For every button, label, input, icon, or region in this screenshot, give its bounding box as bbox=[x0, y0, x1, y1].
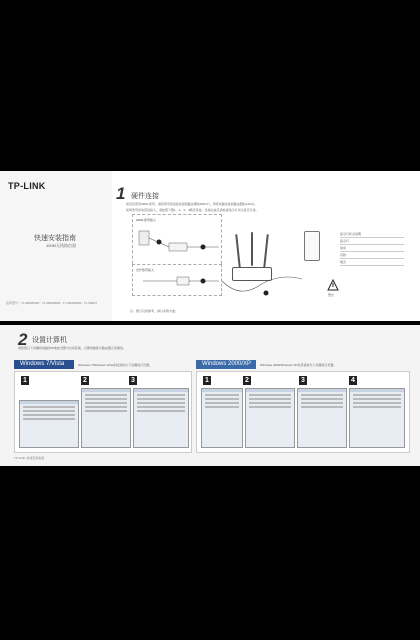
model-line: 适用型号：TL-WDR5300 · TL-WDR5600 · TL-WDR5620 · TL-WDR7 bbox=[6, 301, 98, 305]
cover-subtitle: 450M无线路由器 bbox=[46, 243, 77, 248]
winxp-caption: Windows 2000/Windows XP系统请按以下步骤进行设置。 bbox=[260, 363, 337, 367]
win7-caption: Windows 7/Windows Vista系统请按以下步骤进行设置。 bbox=[78, 363, 153, 367]
winxp-step-2: 2 bbox=[243, 376, 251, 385]
cable-icon bbox=[220, 271, 304, 301]
note-text: 注：图示仅供参考，请以实物为准。 bbox=[130, 309, 179, 313]
brand-logo: TP-LINK bbox=[8, 181, 46, 191]
section2-title: 设置计算机 bbox=[32, 337, 67, 344]
win7-screenshot bbox=[19, 400, 79, 448]
status-table bbox=[340, 231, 404, 266]
fiber-label: 光纤宽带接入 bbox=[136, 268, 155, 272]
section1-desc2: 如果宽带是电话线接入，请按照下图1、2、3、4顺序连接，连接完成后请检查指示灯状态是否正常。 bbox=[126, 208, 259, 212]
winxp-steps-card bbox=[196, 371, 410, 453]
winxp-screenshot bbox=[201, 388, 243, 448]
winxp-tab[interactable]: Windows 2000/XP bbox=[196, 360, 256, 369]
computer-setup-sheet bbox=[0, 325, 420, 466]
winxp-screenshot bbox=[245, 388, 295, 448]
winxp-screenshot bbox=[297, 388, 347, 448]
section2-number: 2 bbox=[18, 330, 28, 349]
section1-title: 硬件连接 bbox=[131, 193, 159, 200]
win7-tab[interactable]: Windows 7/Vista bbox=[14, 360, 74, 369]
section1-desc1: 如没有使用ADSL宽带，请将宽带线直接连接到路由器的WAN口，再将电脑连接到路由器的LAN口。 bbox=[126, 202, 258, 206]
power-adapter-icon bbox=[304, 231, 320, 261]
fiber-diagram bbox=[132, 264, 222, 296]
win7-step-1: 1 bbox=[21, 376, 29, 385]
section2-desc: 请按照以下步骤将电脑的IP地址设置为自动获取，以便电脑能与路由器正常通信。 bbox=[18, 346, 126, 350]
table-header: 指示灯状态说明 bbox=[340, 231, 404, 238]
table-row: 常亮 bbox=[340, 245, 404, 252]
fiber-wiring-icon bbox=[133, 269, 221, 295]
warning-icon bbox=[327, 279, 339, 291]
win7-steps-card bbox=[14, 371, 192, 453]
table-row: 指示灯 bbox=[340, 238, 404, 245]
adsl-label: ADSL宽带接入 bbox=[136, 218, 156, 222]
winxp-step-3: 3 bbox=[299, 376, 307, 385]
cover-title: 快速安装指南 bbox=[34, 235, 76, 242]
win7-screenshot bbox=[81, 388, 131, 448]
table-row: 闪烁 bbox=[340, 252, 404, 259]
warning-label: 警告 bbox=[328, 293, 335, 297]
win7-step-3: 3 bbox=[129, 376, 137, 385]
winxp-step-4: 4 bbox=[349, 376, 357, 385]
win7-step-2: 2 bbox=[81, 376, 89, 385]
hardware-sheet bbox=[0, 171, 420, 321]
table-row: 熄灭 bbox=[340, 259, 404, 266]
winxp-screenshot bbox=[349, 388, 405, 448]
section1-number: 1 bbox=[116, 184, 126, 203]
winxp-step-1: 1 bbox=[203, 376, 211, 385]
win7-screenshot bbox=[133, 388, 189, 448]
footer-text: TP-LINK 快速安装指南 bbox=[14, 456, 45, 460]
